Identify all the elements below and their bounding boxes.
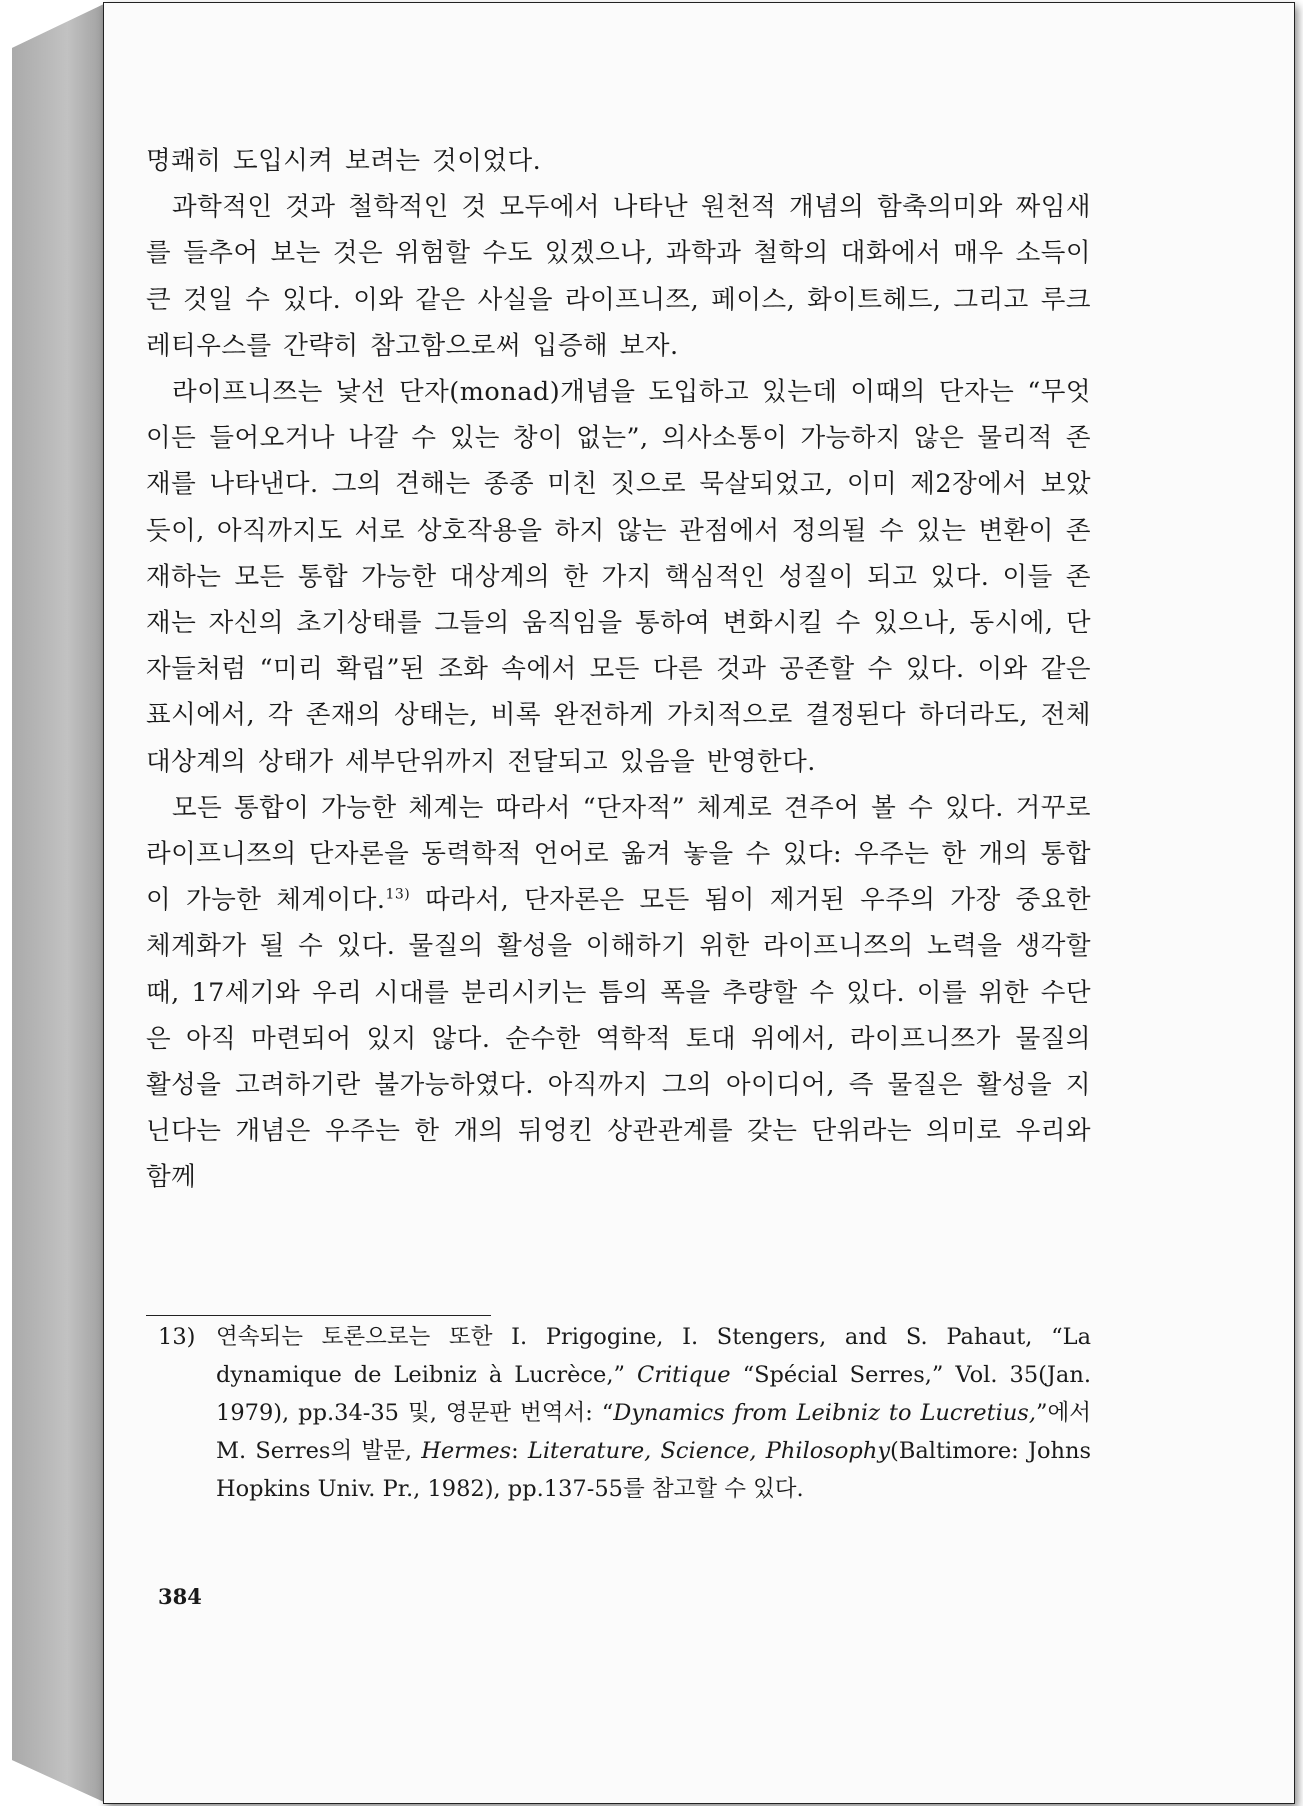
footnote-reference[interactable]: 13) bbox=[385, 886, 411, 903]
paragraph-4-text-b: 따라서, 단자론은 모든 됨이 제거된 우주의 가장 중요한 체계화가 될 수 있다. 물질의 활성을 이해하기 위한 라이프니쯔의 노력을 생각할 때, 17세기와 우리 시대를 분리시키는 틈의 폭을 추량할 수 있다. 이를 위한 수단은 아직 마련되어 있지 않다. 순수한 역학적 토대 위에서, 라이프니쯔가 물질의 활성을 고려하기란 불가능하였다. 아직까지 그의 아이디어, 즉 물질은 활성을 지닌다는 개념은 우주는 한 개의 뒤엉킨 상관관계를 갖는 단위라는 의미로 우리와 함께 bbox=[146, 885, 1091, 1193]
paragraph-4 bbox=[146, 785, 1091, 1201]
footnote-divider bbox=[146, 1315, 491, 1316]
footnote-dynamics-title: Dynamics from Leibniz to Lucretius, bbox=[613, 1400, 1037, 1426]
footnote-text-4: : bbox=[511, 1438, 528, 1464]
footnote-text-3: ”에서 M. Serres의 발문, bbox=[216, 1400, 1091, 1464]
footnote-number: 13) bbox=[158, 1324, 196, 1350]
footnote-text-5: (Baltimore: Johns Hopkins Univ. Pr., 1982), pp.137-55를 참고할 수 있다. bbox=[216, 1438, 1092, 1502]
footnote-body bbox=[216, 1318, 1091, 1508]
main-text bbox=[146, 138, 1091, 1201]
footnote-lit-sci: Literature, Science, Philosophy bbox=[527, 1438, 891, 1464]
footnote bbox=[146, 1318, 1091, 1508]
footnote-critique: Critique bbox=[636, 1362, 731, 1388]
paragraph-3: 라이프니쯔는 낯선 단자(monad)개념을 도입하고 있는데 이때의 단자는 “무엇이든 들어오거나 나갈 수 있는 창이 없는”, 의사소통이 가능하지 않은 물리적 존재를 나타낸다. 그의 견해는 종종 미친 짓으로 묵살되었고, 이미 제2장에서 보았듯이, 아직까지도 서로 상호작용을 하지 않는 관점에서 정의될 수 있는 변환이 존재하는 모든 통합 가능한 대상계의 한 가지 핵심적인 성질이 되고 있다. 이들 존재는 자신의 초기상태를 그들의 움직임을 통하여 변화시킬 수 있으나, 동시에, 단자들처럼 “미리 확립”된 조화 속에서 모든 다른 것과 공존할 수 있다. 이와 같은 표시에서, 각 존재의 상태는, 비록 완전하게 가치적으로 결정된다 하더라도, 전체 대상계의 상태가 세부단위까지 전달되고 있음을 반영한다. bbox=[146, 377, 1091, 777]
paragraph-1: 명쾌히 도입시켜 보려는 것이었다. bbox=[146, 146, 542, 176]
paragraph-4-text-a: 모든 통합이 가능한 체계는 따라서 “단자적” 체계로 견주어 볼 수 있다. 거꾸로 라이프니쯔의 단자론을 동력학적 언어로 옮겨 놓을 수 있다: 우주는 한 개의 통합이 가능한 체계이다. bbox=[146, 792, 1091, 916]
footnote-text-2: “Spécial Serres,” Vol. 35(Jan. 1979), pp.34-35 및, 영문판 번역서: “ bbox=[216, 1362, 1091, 1426]
footnote-text-1: 연속되는 토론으로는 또한 I. Prigogine, I. Stengers, and S. Pahaut, “La dynamique de Leibniz à Lucrèce,” bbox=[216, 1324, 1091, 1388]
footnote-hermes: Hermes bbox=[421, 1438, 512, 1464]
page-number: 384 bbox=[158, 1584, 202, 1609]
paragraph-2: 과학적인 것과 철학적인 것 모두에서 나타난 원천적 개념의 함축의미와 짜임새를 들추어 보는 것은 위험할 수도 있겠으나, 과학과 철학의 대화에서 매우 소득이 큰 것일 수 있다. 이와 같은 사실을 라이프니쯔, 페이스, 화이트헤드, 그리고 루크레티우스를 간략히 참고함으로써 입증해 보자. bbox=[146, 192, 1091, 361]
book-edge-shade bbox=[12, 4, 104, 1802]
